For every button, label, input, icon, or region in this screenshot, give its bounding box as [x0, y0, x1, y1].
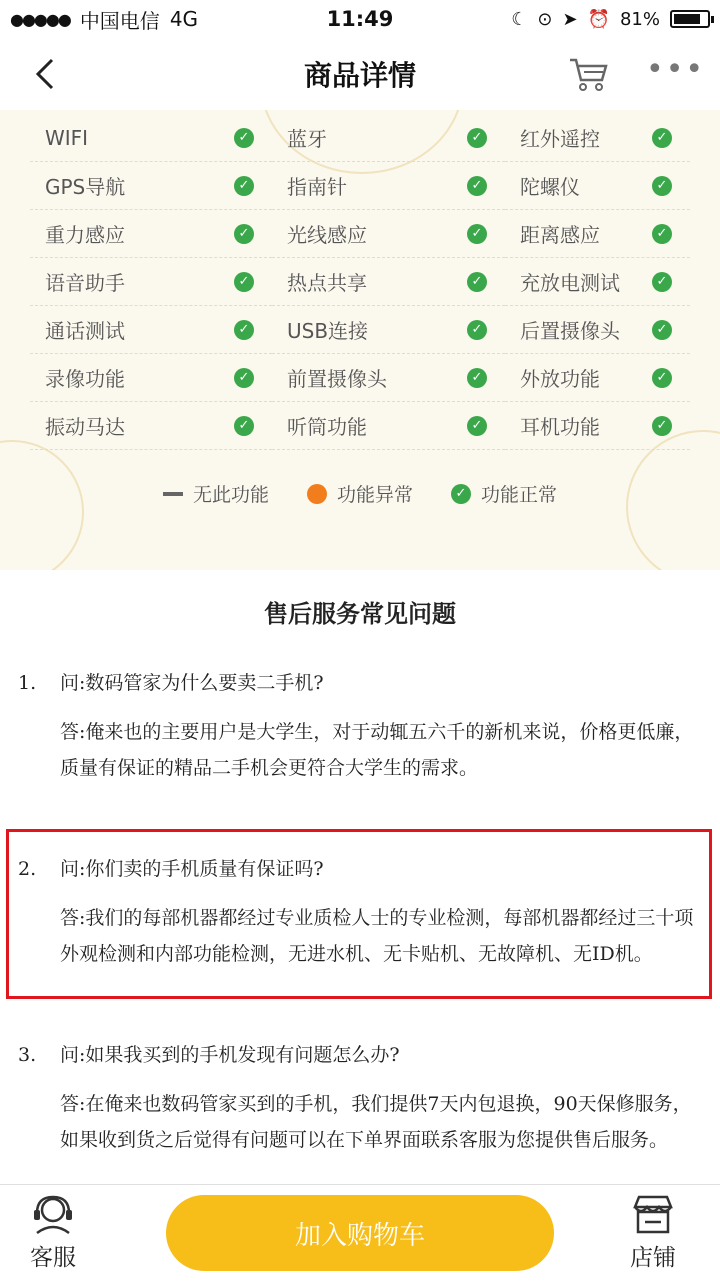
feature-label: 语音助手 [45, 271, 125, 295]
feature-item [505, 306, 690, 354]
orange-dot-icon [307, 484, 327, 504]
feature-label: 耳机功能 [520, 415, 600, 439]
more-icon[interactable]: ••• [646, 52, 706, 87]
faq-question-row [18, 666, 698, 700]
faq-question-row [18, 852, 698, 886]
feature-item [272, 306, 505, 354]
check-icon: ✓ [234, 128, 254, 148]
feature-label: 重力感应 [45, 223, 125, 247]
bottom-bar [0, 1184, 720, 1281]
faq-question: 问:如果我买到的手机发现有问题怎么办? [60, 1044, 400, 1066]
feature-label: 光线感应 [287, 223, 367, 247]
check-icon: ✓ [234, 368, 254, 388]
check-icon: ✓ [652, 224, 672, 244]
faq-item [18, 666, 698, 786]
feature-item [272, 402, 505, 450]
feature-item [272, 162, 505, 210]
feature-label: 外放功能 [520, 367, 600, 391]
feature-label: 后置摄像头 [520, 319, 620, 343]
headset-icon [31, 1193, 75, 1235]
feature-item [30, 402, 272, 450]
faq-title: 售后服务常见问题 [264, 600, 456, 628]
check-icon: ✓ [467, 368, 487, 388]
feature-item [272, 258, 505, 306]
feature-item [30, 162, 272, 210]
faq-item [18, 852, 698, 972]
legend [0, 480, 720, 507]
nav-bar [0, 38, 720, 111]
page-title: 商品详情 [303, 59, 416, 92]
faq-question: 问:你们卖的手机质量有保证吗? [60, 858, 324, 880]
moon-icon: ☾ [511, 8, 528, 30]
check-icon: ✓ [467, 128, 487, 148]
feature-item [505, 210, 690, 258]
status-right [511, 9, 710, 30]
feature-item [272, 114, 505, 162]
feature-label: 通话测试 [45, 319, 125, 343]
feature-label: USB连接 [287, 319, 369, 343]
store-icon [631, 1193, 675, 1235]
feature-item [30, 258, 272, 306]
feature-item [272, 210, 505, 258]
feature-label: 热点共享 [287, 271, 367, 295]
feature-item [505, 354, 690, 402]
store-button[interactable] [630, 1193, 676, 1272]
status-bar [0, 0, 720, 38]
lock-rotation-icon: ⊙ [537, 8, 553, 30]
feature-item [272, 354, 505, 402]
feature-item [30, 114, 272, 162]
check-icon: ✓ [234, 176, 254, 196]
feature-label: 蓝牙 [287, 127, 327, 151]
check-icon: ✓ [652, 272, 672, 292]
feature-label: 指南针 [287, 175, 347, 199]
feature-item [505, 402, 690, 450]
faq-question: 问:数码管家为什么要卖二手机? [60, 672, 324, 694]
check-icon: ✓ [652, 176, 672, 196]
battery-fill [674, 14, 700, 24]
check-icon: ✓ [234, 320, 254, 340]
feature-item [505, 114, 690, 162]
check-icon: ✓ [467, 320, 487, 340]
check-icon: ✓ [652, 320, 672, 340]
check-icon: ✓ [451, 484, 471, 504]
check-icon: ✓ [652, 416, 672, 436]
feature-label: GPS导航 [45, 175, 126, 199]
feature-panel [0, 110, 720, 570]
dash-icon [163, 492, 183, 496]
check-icon: ✓ [234, 224, 254, 244]
legend-abnormal-label: 功能异常 [336, 484, 413, 506]
faq-question-row [18, 1038, 698, 1072]
carrier-label: 中国电信 [79, 8, 160, 33]
location-icon: ➤ [562, 8, 578, 30]
check-icon: ✓ [467, 176, 487, 196]
check-icon: ✓ [652, 128, 672, 148]
feature-label: 振动马达 [45, 415, 125, 439]
feature-item [30, 306, 272, 354]
legend-none-label: 无此功能 [192, 484, 269, 506]
check-icon: ✓ [467, 224, 487, 244]
feature-label: 距离感应 [520, 223, 600, 247]
feature-label: 前置摄像头 [287, 367, 387, 391]
faq-answer: 答:我们的每部机器都经过专业质检人士的专业检测，每部机器都经过三十项外观检测和内部功能检测，无进水机、无卡贴机、无故障机、无ID机。 [60, 907, 694, 965]
check-icon: ✓ [652, 368, 672, 388]
legend-normal-label: 功能正常 [481, 484, 558, 506]
status-left [10, 5, 198, 34]
feature-label: 听筒功能 [287, 415, 367, 439]
customer-service-button[interactable] [30, 1193, 76, 1272]
status-time: 11:49 [326, 7, 394, 31]
legend-abnormal [307, 480, 413, 507]
add-to-cart-button[interactable]: 加入购物车 [166, 1195, 554, 1271]
faq-answer: 答:俺来也的主要用户是大学生，对于动辄五六千的新机来说，价格更低廉，质量有保证的精品二手机会更符合大学生的需求。 [60, 721, 694, 779]
feature-label: 陀螺仪 [520, 175, 580, 199]
check-icon: ✓ [234, 272, 254, 292]
feature-item [30, 210, 272, 258]
legend-none [163, 480, 269, 507]
feature-label: 录像功能 [45, 367, 125, 391]
battery-icon [670, 10, 710, 28]
feature-label: WIFI [45, 125, 89, 150]
check-icon: ✓ [467, 272, 487, 292]
back-icon[interactable] [30, 56, 60, 92]
feature-item [505, 162, 690, 210]
faq-number: 2. [18, 858, 37, 880]
feature-label: 红外遥控 [520, 127, 600, 151]
network-label: 4G [169, 7, 199, 31]
check-icon: ✓ [467, 416, 487, 436]
faq-number: 1. [18, 672, 37, 694]
faq-number: 3. [18, 1044, 37, 1066]
faq-answer: 答:在俺来也数码管家买到的手机，我们提供7天内包退换，90天保修服务，如果收到货之后觉得有问题可以在下单界面联系客服为您提供售后服务。 [60, 1093, 692, 1151]
store-label: 店铺 [630, 1245, 676, 1271]
cart-icon[interactable] [568, 54, 610, 94]
feature-label: 充放电测试 [520, 271, 620, 295]
service-label: 客服 [30, 1245, 76, 1271]
feature-grid [30, 114, 690, 450]
battery-percent: 81% [619, 8, 660, 30]
check-icon: ✓ [234, 416, 254, 436]
feature-item [30, 354, 272, 402]
signal-icon: ●●●●● [10, 9, 70, 29]
legend-normal [451, 480, 557, 507]
alarm-icon: ⏰ [587, 8, 610, 30]
faq-item [18, 1038, 698, 1158]
feature-item [505, 258, 690, 306]
